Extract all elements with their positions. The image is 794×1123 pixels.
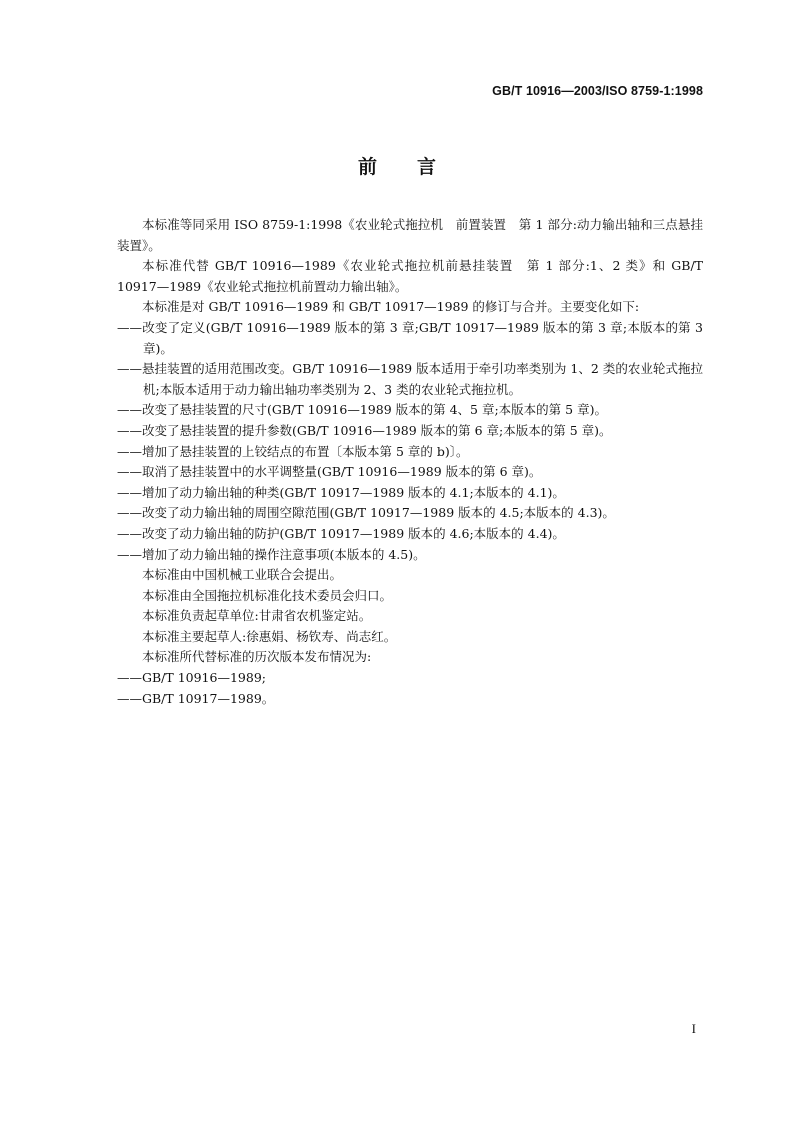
- paragraph: 本标准主要起草人:徐惠娟、杨钦寿、尚志红。: [142, 628, 397, 644]
- page-number: I: [691, 1021, 696, 1036]
- paragraph: 本标准由中国机械工业联合会提出。: [142, 567, 343, 583]
- paragraph: 本标准代替 GB/T 10916—1989《农业轮式拖拉机前悬挂装置 第 1 部分:1、2 类》和 GB/T 10917—1989《农业轮式拖拉机前置动力输出轴》。: [117, 258, 703, 294]
- paragraph: 本标准负责起草单位:甘肃省农机鉴定站。: [142, 608, 372, 624]
- superseded-standard-item: ——GB/T 10917—1989。: [117, 690, 275, 706]
- standard-number-header: GB/T 10916—2003/ISO 8759-1:1998: [492, 84, 703, 98]
- paragraph: 本标准是对 GB/T 10916—1989 和 GB/T 10917—1989 的修订与合并。主要变化如下:: [142, 299, 640, 315]
- change-list-item: ——改变了动力输出轴的周围空隙范围(GB/T 10917—1989 版本的 4.5;本版本的 4.3)。: [117, 505, 615, 521]
- change-list-item: ——增加了动力输出轴的种类(GB/T 10917—1989 版本的 4.1;本版本的 4.1)。: [117, 484, 565, 500]
- change-list-item: ——增加了动力输出轴的操作注意事项(本版本的 4.5)。: [117, 546, 426, 562]
- change-list-item: ——改变了动力输出轴的防护(GB/T 10917—1989 版本的 4.6;本版本的 4.4)。: [117, 525, 565, 541]
- paragraph: 本标准由全国拖拉机标准化技术委员会归口。: [142, 587, 393, 603]
- change-list-item: ——取消了悬挂装置中的水平调整量(GB/T 10916—1989 版本的第 6 章)。: [117, 464, 542, 480]
- change-list-item: ——悬挂装置的适用范围改变。GB/T 10916—1989 版本适用于牵引功率类别为 1、2 类的农业轮式拖拉机;本版本适用于动力输出轴功率类别为 2、3 类的农业轮式拖拉机。: [117, 361, 703, 397]
- paragraph: 本标准所代替标准的历次版本发布情况为:: [142, 649, 372, 665]
- change-list-item: ——改变了悬挂装置的提升参数(GB/T 10916—1989 版本的第 6 章;本版本的第 5 章)。: [117, 422, 612, 438]
- page-title: 前言: [357, 156, 476, 178]
- superseded-standard-item: ——GB/T 10916—1989;: [117, 670, 266, 686]
- change-list-item: ——增加了悬挂装置的上铰结点的布置〔本版本第 5 章的 b)〕。: [117, 443, 469, 459]
- paragraph: 本标准等同采用 ISO 8759-1:1998《农业轮式拖拉机 前置装置 第 1 部分:动力输出轴和三点悬挂装置》。: [117, 217, 703, 253]
- foreword-body: [117, 215, 703, 709]
- change-list-item: ——改变了定义(GB/T 10916—1989 版本的第 3 章;GB/T 10917—1989 版本的第 3 章;本版本的第 3 章)。: [117, 319, 703, 356]
- change-list-item: ——改变了悬挂装置的尺寸(GB/T 10916—1989 版本的第 4、5 章;本版本的第 5 章)。: [117, 402, 607, 418]
